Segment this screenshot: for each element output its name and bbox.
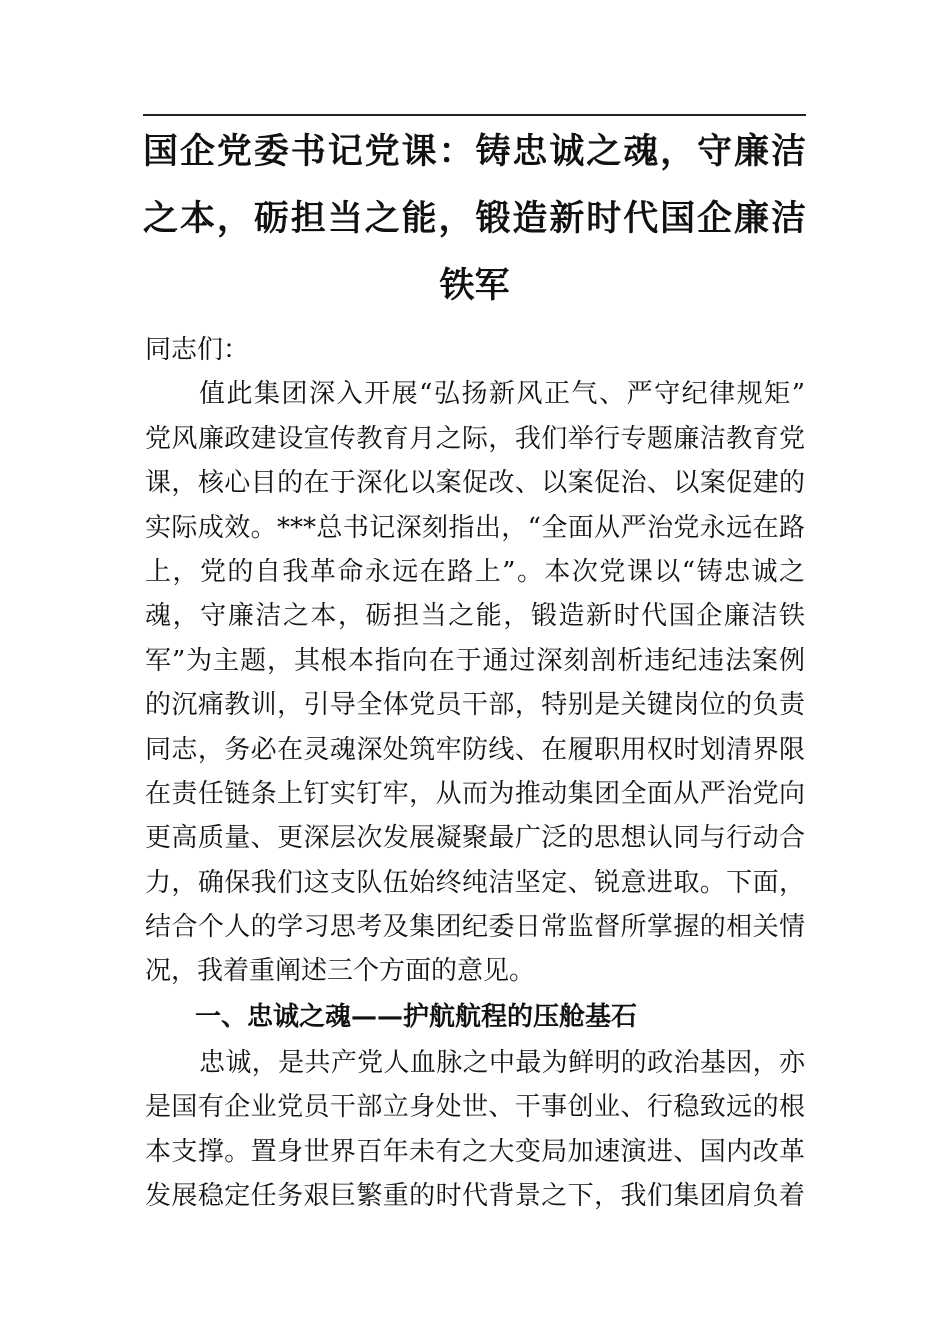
title-line: 国企党委书记党课：铸忠诚之魂，守廉洁 <box>143 131 806 172</box>
paragraph-intro <box>145 372 805 993</box>
text-line: 是国有企业党员干部立身处世、干事创业、行稳致远的根 <box>145 1092 805 1123</box>
text-line: 况，我着重阐述三个方面的意见。 <box>145 956 536 987</box>
text-line: 上，党的自我革命永远在路上”。本次党课以“铸忠诚之 <box>145 556 805 587</box>
text-line: 同志，务必在灵魂深处筑牢防线、在履职用权时划清界限 <box>145 734 805 765</box>
text-line: 值此集团深入开展“弘扬新风正气、严守纪律规矩” <box>199 379 805 410</box>
salutation: 同志们： <box>145 335 250 365</box>
text-line: 本支撑。置身世界百年未有之大变局加速演进、国内改革 <box>145 1136 805 1167</box>
text-line: 魂，守廉洁之本，砺担当之能，锻造新时代国企廉洁铁 <box>145 601 805 632</box>
text-line: 实际成效。***总书记深刻指出，“全面从严治党永远在路 <box>145 512 805 543</box>
section-heading: 一、忠诚之魂——护航航程的压舱基石 <box>195 1001 638 1032</box>
document-body <box>145 328 805 1218</box>
header-rule <box>143 114 806 116</box>
text-line: 发展稳定任务艰巨繁重的时代背景之下，我们集团肩负着 <box>145 1181 805 1212</box>
text-line: 力，确保我们这支队伍始终纯洁坚定、锐意进取。下面， <box>145 867 805 898</box>
document-title <box>143 118 806 319</box>
text-line: 党风廉政建设宣传教育月之际，我们举行专题廉洁教育党 <box>145 423 805 454</box>
text-line: 忠诚，是共产党人血脉之中最为鲜明的政治基因，亦 <box>199 1047 805 1078</box>
text-line: 军”为主题，其根本指向在于通过深刻剖析违纪违法案例 <box>145 645 805 676</box>
text-line: 在责任链条上钉实钉牢，从而为推动集团全面从严治党向 <box>145 778 805 809</box>
title-line: 之本，砺担当之能，锻造新时代国企廉洁 <box>143 198 806 239</box>
title-line: 铁军 <box>439 265 510 306</box>
text-line: 课，核心目的在于深化以案促改、以案促治、以案促建的 <box>145 468 805 499</box>
text-line: 的沉痛教训，引导全体党员干部，特别是关键岗位的负责 <box>145 690 805 721</box>
text-line: 结合个人的学习思考及集团纪委日常监督所掌握的相关情 <box>145 912 805 943</box>
text-line: 更高质量、更深层次发展凝聚最广泛的思想认同与行动合 <box>145 823 805 854</box>
paragraph-loyalty <box>145 1041 805 1219</box>
